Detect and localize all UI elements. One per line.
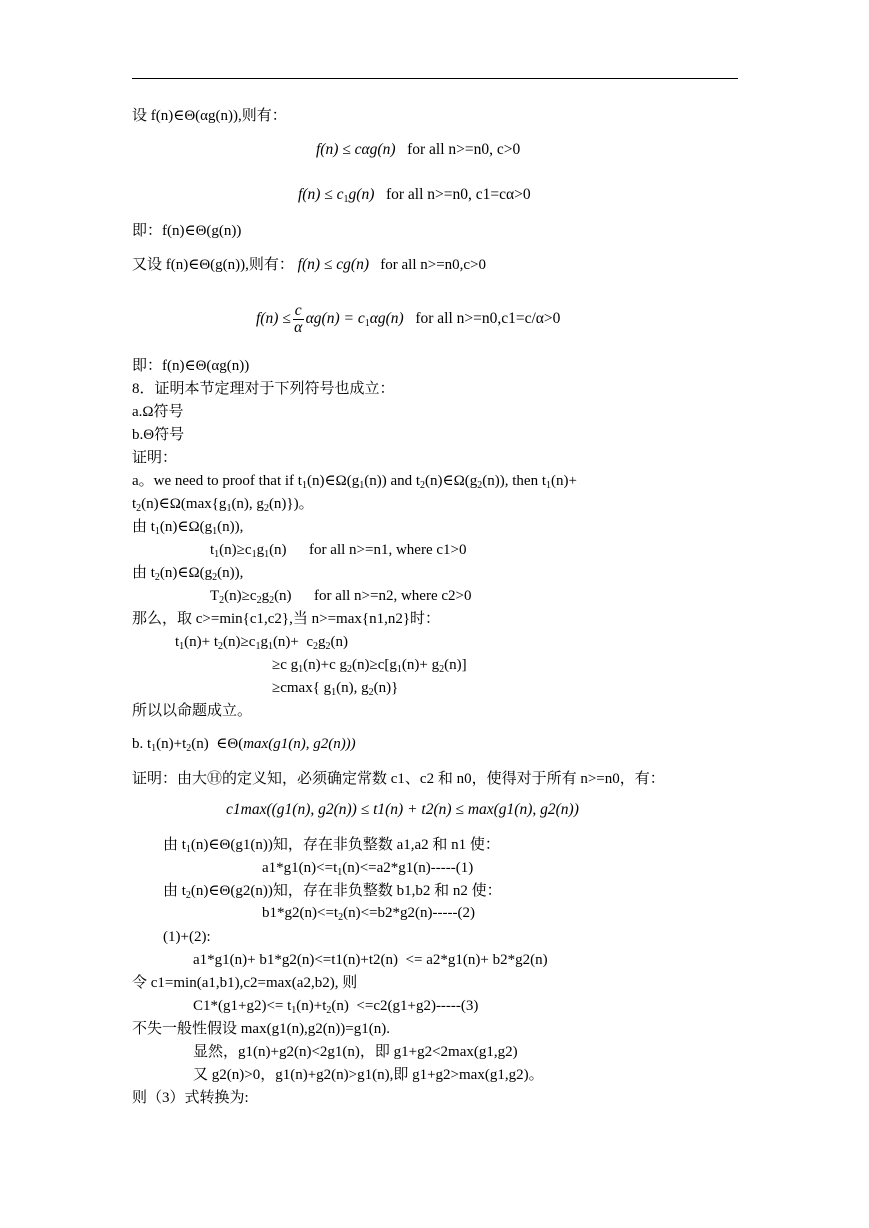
sub: 1	[546, 480, 551, 491]
text-line-22: 所以以命题成立。	[132, 703, 253, 719]
text-line-18: 那么，取 c>=min{c1,c2},当 n>=max{n1,n2}时：	[132, 611, 441, 627]
equation-3	[256, 301, 560, 342]
text: ≥c g	[272, 657, 299, 673]
sub: 1	[301, 480, 307, 491]
text-line-16	[132, 564, 243, 587]
equation-1	[316, 141, 520, 159]
eq-text: f(n) ≤ cg(n)	[297, 256, 369, 273]
text-line-4: 即：f(n)∈Θ(g(n))	[132, 223, 242, 239]
sub: 2	[368, 687, 374, 698]
sub: 1	[251, 549, 257, 560]
text: t	[210, 542, 215, 558]
eq-condition: for all n>=n0, c1=cα>0	[385, 186, 531, 203]
text-line-37: 则（3）式转换为:	[132, 1090, 249, 1106]
header-rule	[132, 78, 738, 79]
text: 又设 f(n)∈Θ(g(n)),则有：	[132, 257, 294, 273]
text: g	[261, 588, 270, 604]
text: a1*g1(n)<=t	[262, 860, 338, 876]
text: (n)	[330, 634, 349, 650]
sub: 1	[298, 664, 304, 675]
sub: 1	[396, 664, 402, 675]
eq-text: max(g1(n), g2(n)))	[243, 736, 356, 752]
sub: 1	[179, 641, 185, 652]
text-line-20	[272, 656, 467, 679]
text: (n)∈Ω(g	[306, 473, 360, 489]
equation-4: c1max((g1(n), g2(n)) ≤ t1(n) + t2(n) ≤ max(g1(n), g2(n))	[226, 801, 579, 818]
sub: 2	[136, 503, 142, 514]
sub: 2	[212, 572, 218, 583]
text: (n)]	[444, 657, 467, 673]
text: (n) for all n>=n1, where c1>0	[269, 542, 467, 558]
text: g	[318, 634, 326, 650]
eq-text: f(n) ≤ c	[298, 186, 344, 203]
fraction-denominator: α	[294, 318, 303, 336]
sub: 1	[291, 1005, 297, 1016]
fraction-numerator: c	[294, 301, 302, 319]
sub: 1	[359, 480, 365, 491]
text: (n)∈Ω(g	[159, 519, 213, 535]
text-line-7: 即：f(n)∈Θ(αg(n))	[132, 358, 250, 374]
eq-sub: 1	[364, 318, 370, 329]
text-line-26	[163, 836, 500, 859]
text-line-34: 不失一般性假设 max(g1(n),g2(n))=g1(n).	[132, 1021, 390, 1037]
sub: 1	[267, 641, 273, 652]
sub: 1	[151, 743, 157, 754]
text: b. t	[132, 736, 152, 752]
sub: 2	[263, 503, 269, 514]
sub: 2	[186, 743, 192, 754]
eq-text: f(n) ≤ cαg(n)	[316, 141, 396, 158]
text-line-30: (1)+(2):	[163, 929, 211, 945]
text-line-36: 又 g2(n)>0，g1(n)+g2(n)>g1(n),即 g1+g2>max(g1,g2)。	[193, 1067, 544, 1083]
sub: 1	[337, 867, 343, 878]
text: (n)<=b2*g2(n)-----(2)	[343, 905, 475, 921]
text: t	[132, 496, 137, 512]
text: (n)), then t	[482, 473, 546, 489]
text: 由 t	[163, 837, 186, 853]
text-line-21	[272, 679, 398, 702]
sub: 2	[256, 595, 262, 606]
text-line-35: 显然，g1(n)+g2(n)<2g1(n)，即 g1+g2<2max(g1,g2)	[193, 1044, 518, 1060]
eq-text: αg(n)	[369, 310, 404, 327]
text: ≥cmax{ g	[272, 680, 332, 696]
eq-text: f(n) ≤	[256, 310, 291, 327]
text-line-9: a.Ω符号	[132, 404, 184, 420]
sub: 2	[420, 480, 426, 491]
text-line-32: 令 c1=min(a1,b1),c2=max(a2,b2), 则	[132, 975, 358, 991]
text: 由 t	[132, 519, 155, 535]
sub: 2	[439, 664, 445, 675]
sub: 1	[331, 687, 337, 698]
text: (n), g	[336, 680, 369, 696]
text: T	[210, 588, 220, 604]
text: g	[256, 542, 265, 558]
text: (n)})。	[268, 496, 314, 512]
text: (n)≥c	[223, 634, 256, 650]
text: (n)+c g	[303, 657, 347, 673]
text-line-29	[262, 904, 475, 927]
text: (n)∈Ω(g	[159, 565, 213, 581]
sub: 1	[264, 549, 270, 560]
text: (n)∈Θ(g2(n))知，存在非负整数 b1,b2 和 n2 使：	[190, 883, 502, 899]
text: (n)∈Θ(g1(n))知，存在非负整数 a1,a2 和 n1 使：	[190, 837, 500, 853]
text-line-31: a1*g1(n)+ b1*g2(n)<=t1(n)+t2(n) <= a2*g1(n)+ b2*g2(n)	[193, 952, 548, 968]
sub: 2	[477, 480, 483, 491]
text: (n)≥c	[219, 542, 252, 558]
text-line-27	[262, 859, 473, 882]
sub: 1	[154, 526, 160, 537]
text: (n)≥c	[224, 588, 257, 604]
text: (n)+ c	[272, 634, 314, 650]
eq-text: g(n)	[348, 186, 375, 203]
sub: 2	[347, 664, 352, 675]
text: (n)+t	[156, 736, 187, 752]
sub: 2	[218, 641, 224, 652]
text-line-10: b.Θ符号	[132, 427, 185, 443]
sub: 1	[214, 549, 220, 560]
equation-2	[298, 186, 531, 209]
text-line-19	[175, 633, 348, 656]
text: (n)<=a2*g1(n)-----(1)	[342, 860, 474, 876]
text: (n)∈Ω(g	[425, 473, 478, 489]
text-line-1: 设 f(n)∈Θ(αg(n)),则有：	[132, 108, 287, 124]
text-line-28	[163, 882, 502, 905]
text-line-8: 8．证明本节定理对于下列符号也成立：	[132, 381, 395, 397]
eq-sub: 1	[343, 194, 349, 205]
eq-condition: for all n>=n0,c>0	[380, 257, 487, 273]
text-line-15	[210, 541, 466, 564]
sub: 2	[154, 572, 160, 583]
text: (n) ∈Θ(	[191, 736, 244, 752]
text-line-17	[210, 587, 471, 610]
text: (n) <=c2(g1+g2)-----(3)	[331, 998, 479, 1014]
sub: 2	[326, 1005, 332, 1016]
text: (n)+ g	[401, 657, 440, 673]
text: (n)),	[217, 565, 244, 581]
sub: 2	[313, 641, 319, 652]
text: (n)}	[373, 680, 399, 696]
text: C1*(g1+g2)<= t	[193, 998, 292, 1014]
text-line-12	[132, 472, 577, 495]
text-line-13	[132, 495, 314, 518]
text: (n)+ t	[184, 634, 219, 650]
text-line-14	[132, 518, 243, 541]
text: t	[175, 634, 180, 650]
sub: 2	[269, 595, 275, 606]
eq-text: αg(n) = c	[305, 310, 365, 327]
text: 由 t	[163, 883, 186, 899]
text: (n)),	[217, 519, 244, 535]
sub: 1	[212, 526, 218, 537]
sub: 2	[325, 641, 331, 652]
text: (n) for all n>=n2, where c2>0	[274, 588, 472, 604]
text: (n), g	[231, 496, 264, 512]
text-line-33	[193, 997, 478, 1020]
text: (n)+	[551, 473, 577, 489]
text: (n)∈Ω(max{g	[141, 496, 227, 512]
sub: 1	[255, 641, 261, 652]
sub: 1	[185, 844, 191, 855]
text: (n)) and t	[364, 473, 421, 489]
sub: 2	[185, 890, 191, 901]
text: a。we need to proof that if t	[132, 473, 302, 489]
sub: 1	[226, 503, 232, 514]
eq-condition: for all n>=n0, c>0	[407, 141, 521, 158]
text-line-11: 证明：	[132, 450, 178, 466]
text: b1*g2(n)<=t	[262, 905, 339, 921]
text: 由 t	[132, 565, 155, 581]
eq-condition: for all n>=n0,c1=c/α>0	[415, 310, 561, 327]
text-line-5	[132, 256, 486, 274]
fraction	[293, 303, 304, 336]
text: (n)≥c[g	[352, 657, 397, 673]
text-line-23	[132, 735, 356, 758]
sub: 2	[338, 912, 344, 923]
text: g	[260, 634, 268, 650]
sub: 2	[219, 595, 225, 606]
text: (n)+t	[296, 998, 327, 1014]
text-line-24: 证明：由大Ⓗ的定义知，必须确定常数 c1、c2 和 n0，使得对于所有 n>=n0，有：	[132, 771, 665, 787]
